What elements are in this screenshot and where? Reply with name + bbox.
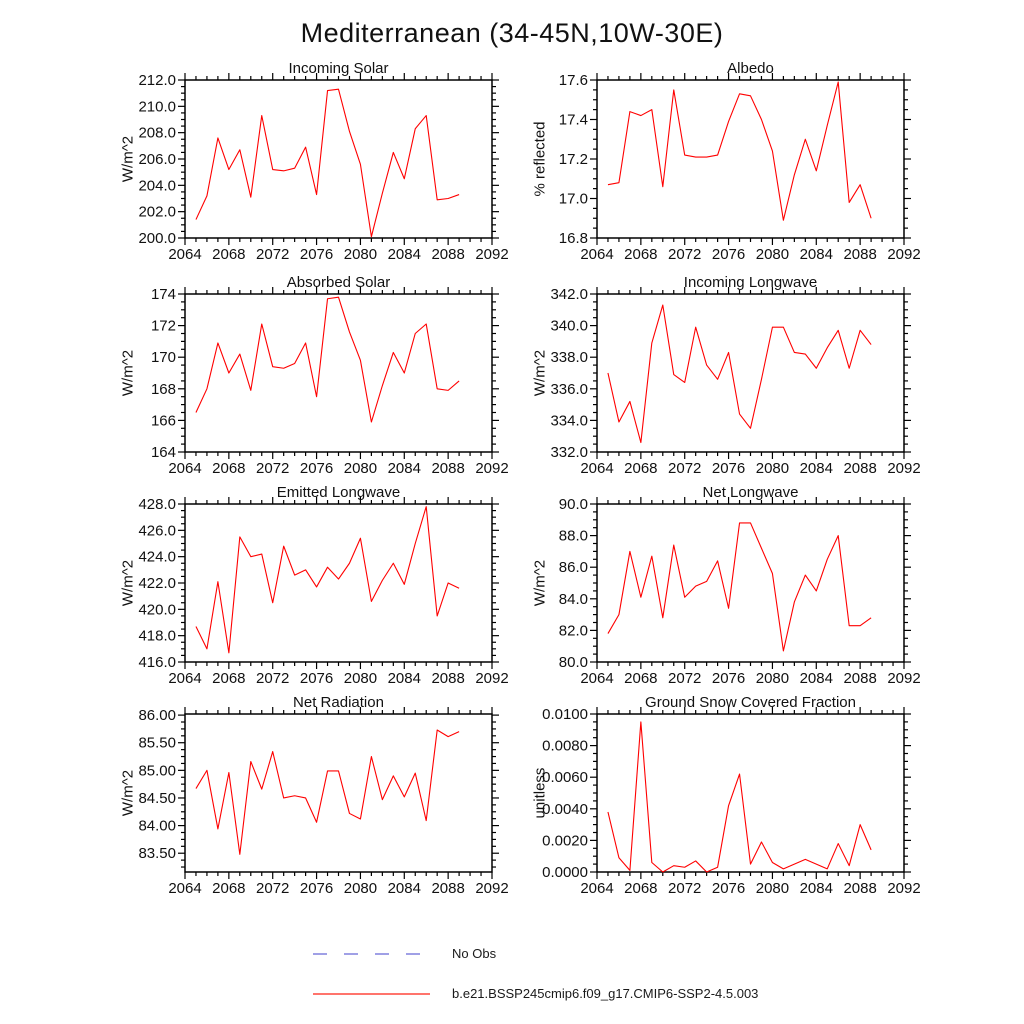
subplot-title-albedo: Albedo xyxy=(727,60,774,77)
no-obs-dashed-line-sample xyxy=(312,948,438,960)
y-tick-label: 86.0 xyxy=(558,559,588,577)
x-tick-label: 2064 xyxy=(580,246,614,263)
subplot-svg-net-radiation xyxy=(0,692,512,904)
x-tick-label: 2080 xyxy=(343,460,378,477)
subplot-svg-net-longwave xyxy=(512,482,1024,694)
series-line-net-radiation xyxy=(196,730,459,854)
axis-ticks xyxy=(178,287,499,459)
y-tick-label: 82.0 xyxy=(558,622,588,640)
axis-tick-labels xyxy=(138,72,508,263)
subplot-title-absorbed-solar: Absorbed Solar xyxy=(286,274,391,291)
x-tick-label: 2076 xyxy=(711,246,746,263)
x-tick-label: 2064 xyxy=(168,460,202,477)
x-tick-label: 2064 xyxy=(168,880,202,897)
y-tick-label: 85.00 xyxy=(138,762,176,780)
series-line-emitted-longwave xyxy=(196,507,459,653)
plot-frame xyxy=(185,294,492,452)
x-tick-label: 2088 xyxy=(431,670,465,687)
legend-item-model-run xyxy=(312,986,758,1001)
y-tick-label: 340.0 xyxy=(550,317,588,335)
x-tick-label: 2088 xyxy=(843,460,877,477)
y-tick-label: 88.0 xyxy=(558,527,588,545)
x-tick-label: 2080 xyxy=(343,880,378,897)
x-tick-label: 2068 xyxy=(624,880,658,897)
axis-ticks xyxy=(178,707,499,879)
plot-frame xyxy=(185,80,492,238)
subplot-title-emitted-longwave: Emitted Longwave xyxy=(276,484,401,501)
axis-tick-labels xyxy=(559,72,921,263)
x-tick-label: 2072 xyxy=(256,460,290,477)
y-tick-label: 334.0 xyxy=(550,412,588,430)
axis-tick-labels xyxy=(542,706,921,897)
x-tick-label: 2076 xyxy=(299,670,334,687)
plot-frame xyxy=(597,714,904,872)
x-tick-label: 2072 xyxy=(668,880,702,897)
subplot-svg-emitted-longwave xyxy=(0,482,512,694)
plot-frame xyxy=(185,504,492,662)
y-tick-label: 428.0 xyxy=(138,496,176,513)
y-tick-label: 0.0000 xyxy=(542,864,588,881)
y-tick-label: 416.0 xyxy=(138,654,176,671)
x-tick-label: 2088 xyxy=(431,460,465,477)
y-tick-label: 83.50 xyxy=(138,845,176,863)
page-title: Mediterranean (34-45N,10W-30E) xyxy=(300,18,724,48)
x-tick-label: 2088 xyxy=(843,880,877,897)
subplot-title-incoming-longwave: Incoming Longwave xyxy=(683,274,818,291)
axis-ticks xyxy=(590,73,911,245)
y-tick-label: 418.0 xyxy=(138,627,176,645)
y-tick-label: 206.0 xyxy=(138,151,176,168)
subplot-title-net-radiation: Net Radiation xyxy=(293,694,384,711)
x-tick-label: 2080 xyxy=(755,246,790,263)
x-tick-label: 2092 xyxy=(475,246,509,263)
x-tick-label: 2080 xyxy=(755,460,790,477)
x-tick-label: 2064 xyxy=(580,880,614,897)
x-tick-label: 2092 xyxy=(475,670,509,687)
x-tick-label: 2076 xyxy=(299,880,334,897)
legend-label-no-obs: No Obs xyxy=(452,946,497,961)
y-tick-label: 17.4 xyxy=(558,111,588,129)
subplot-albedo xyxy=(512,58,1024,270)
y-tick-label: 80.0 xyxy=(558,654,588,671)
y-tick-label: 168 xyxy=(150,380,176,398)
y-axis-label-absorbed-solar: W/m^2 xyxy=(119,349,137,397)
x-tick-label: 2084 xyxy=(799,880,833,897)
x-tick-label: 2072 xyxy=(256,670,290,687)
y-axis-label-net-radiation: W/m^2 xyxy=(119,769,137,817)
legend-item-no-obs xyxy=(312,946,496,961)
series-line-albedo xyxy=(608,82,871,220)
y-tick-label: 212.0 xyxy=(138,72,176,89)
x-tick-label: 2084 xyxy=(799,460,833,477)
x-tick-label: 2092 xyxy=(475,460,509,477)
subplot-svg-incoming-solar xyxy=(0,58,512,270)
x-tick-label: 2080 xyxy=(755,880,790,897)
x-tick-label: 2088 xyxy=(843,670,877,687)
y-tick-label: 0.0100 xyxy=(542,706,588,723)
x-tick-label: 2092 xyxy=(887,460,921,477)
y-tick-label: 172 xyxy=(150,317,176,335)
series-line-incoming-longwave xyxy=(608,305,871,442)
x-tick-label: 2064 xyxy=(168,246,202,263)
y-tick-label: 164 xyxy=(150,444,176,461)
y-tick-label: 200.0 xyxy=(138,230,176,247)
subplot-net-radiation xyxy=(0,692,512,904)
y-tick-label: 426.0 xyxy=(138,522,176,540)
axis-tick-labels xyxy=(138,496,508,687)
y-tick-label: 16.8 xyxy=(558,230,588,247)
x-tick-label: 2084 xyxy=(387,460,421,477)
axis-ticks xyxy=(590,707,911,879)
x-tick-label: 2088 xyxy=(431,246,465,263)
plot-frame xyxy=(597,504,904,662)
y-tick-label: 174 xyxy=(150,286,176,303)
x-tick-label: 2072 xyxy=(668,460,702,477)
x-tick-label: 2072 xyxy=(256,880,290,897)
y-axis-label-ground-snow-covered-fraction: unitless xyxy=(531,767,549,819)
y-tick-label: 336.0 xyxy=(550,380,588,398)
subplot-svg-absorbed-solar xyxy=(0,272,512,484)
y-tick-label: 84.50 xyxy=(138,789,176,807)
y-tick-label: 17.0 xyxy=(558,190,588,208)
legend-label-model-run: b.e21.BSSP245cmip6.f09_g17.CMIP6-SSP2-4.5.003 xyxy=(452,986,759,1001)
y-tick-label: 0.0020 xyxy=(542,832,588,850)
x-tick-label: 2092 xyxy=(887,246,921,263)
y-axis-label-albedo: % reflected xyxy=(531,121,549,197)
x-tick-label: 2084 xyxy=(799,670,833,687)
y-tick-label: 170 xyxy=(150,349,176,367)
subplot-svg-ground-snow-covered-fraction xyxy=(512,692,1024,904)
subplot-ground-snow-covered-fraction xyxy=(512,692,1024,904)
y-tick-label: 202.0 xyxy=(138,203,176,221)
series-line-ground-snow-covered-fraction xyxy=(608,722,871,872)
subplot-title-incoming-solar: Incoming Solar xyxy=(288,60,389,77)
y-tick-label: 422.0 xyxy=(138,575,176,592)
x-tick-label: 2072 xyxy=(668,670,702,687)
y-axis-label-incoming-solar: W/m^2 xyxy=(119,135,137,183)
y-tick-label: 85.50 xyxy=(138,734,176,752)
x-tick-label: 2076 xyxy=(299,246,334,263)
y-axis-label-emitted-longwave: W/m^2 xyxy=(119,559,137,607)
x-tick-label: 2072 xyxy=(256,246,290,263)
y-tick-label: 17.6 xyxy=(558,72,588,89)
axis-tick-labels xyxy=(151,286,509,477)
series-line-net-longwave xyxy=(608,523,871,651)
x-tick-label: 2068 xyxy=(624,460,658,477)
x-tick-label: 2092 xyxy=(887,880,921,897)
y-tick-label: 208.0 xyxy=(138,124,176,142)
y-tick-label: 338.0 xyxy=(550,349,588,367)
x-tick-label: 2084 xyxy=(799,246,833,263)
axis-tick-labels xyxy=(138,707,508,897)
y-tick-label: 90.0 xyxy=(558,496,588,513)
x-tick-label: 2064 xyxy=(580,670,614,687)
series-line-absorbed-solar xyxy=(196,297,459,422)
axis-tick-labels xyxy=(550,286,920,477)
y-tick-label: 0.0060 xyxy=(542,769,588,787)
x-tick-label: 2076 xyxy=(711,670,746,687)
x-tick-label: 2092 xyxy=(887,670,921,687)
subplot-svg-albedo xyxy=(512,58,1024,270)
y-tick-label: 166 xyxy=(150,412,176,430)
x-tick-label: 2092 xyxy=(475,880,509,897)
y-tick-label: 424.0 xyxy=(138,548,176,566)
subplot-title-net-longwave: Net Longwave xyxy=(702,484,799,501)
x-tick-label: 2084 xyxy=(387,670,421,687)
subplot-incoming-longwave xyxy=(512,272,1024,484)
axis-ticks xyxy=(178,497,499,669)
subplot-title-ground-snow-covered-fraction: Ground Snow Covered Fraction xyxy=(645,694,856,711)
x-tick-label: 2068 xyxy=(624,670,658,687)
y-tick-label: 17.2 xyxy=(558,151,588,168)
x-tick-label: 2080 xyxy=(343,246,378,263)
subplot-incoming-solar xyxy=(0,58,512,270)
series-line-incoming-solar xyxy=(196,89,459,236)
x-tick-label: 2076 xyxy=(711,460,746,477)
y-tick-label: 84.0 xyxy=(558,590,588,608)
x-tick-label: 2088 xyxy=(431,880,465,897)
x-tick-label: 2064 xyxy=(168,670,202,687)
x-tick-label: 2064 xyxy=(580,460,614,477)
y-tick-label: 210.0 xyxy=(138,98,176,116)
y-axis-label-incoming-longwave: W/m^2 xyxy=(531,349,549,397)
y-tick-label: 420.0 xyxy=(138,601,176,619)
x-tick-label: 2076 xyxy=(711,880,746,897)
x-tick-label: 2084 xyxy=(387,880,421,897)
y-tick-label: 0.0040 xyxy=(542,800,588,818)
x-tick-label: 2076 xyxy=(299,460,334,477)
x-tick-label: 2072 xyxy=(668,246,702,263)
plot-frame xyxy=(597,80,904,238)
y-tick-label: 332.0 xyxy=(550,444,588,461)
y-axis-label-net-longwave: W/m^2 xyxy=(531,559,549,607)
subplot-emitted-longwave xyxy=(0,482,512,694)
y-tick-label: 84.00 xyxy=(138,817,176,835)
subplot-net-longwave xyxy=(512,482,1024,694)
model-run-line-sample xyxy=(312,988,438,1000)
y-tick-label: 342.0 xyxy=(550,286,588,303)
y-tick-label: 204.0 xyxy=(138,177,176,195)
x-tick-label: 2088 xyxy=(843,246,877,263)
x-tick-label: 2068 xyxy=(212,670,246,687)
x-tick-label: 2080 xyxy=(343,670,378,687)
x-tick-label: 2068 xyxy=(624,246,658,263)
x-tick-label: 2068 xyxy=(212,246,246,263)
subplot-absorbed-solar xyxy=(0,272,512,484)
x-tick-label: 2068 xyxy=(212,460,246,477)
x-tick-label: 2068 xyxy=(212,880,246,897)
subplot-svg-incoming-longwave xyxy=(512,272,1024,484)
axis-ticks xyxy=(178,73,499,245)
x-tick-label: 2084 xyxy=(387,246,421,263)
x-tick-label: 2080 xyxy=(755,670,790,687)
y-tick-label: 86.00 xyxy=(138,707,176,725)
y-tick-label: 0.0080 xyxy=(542,737,588,755)
